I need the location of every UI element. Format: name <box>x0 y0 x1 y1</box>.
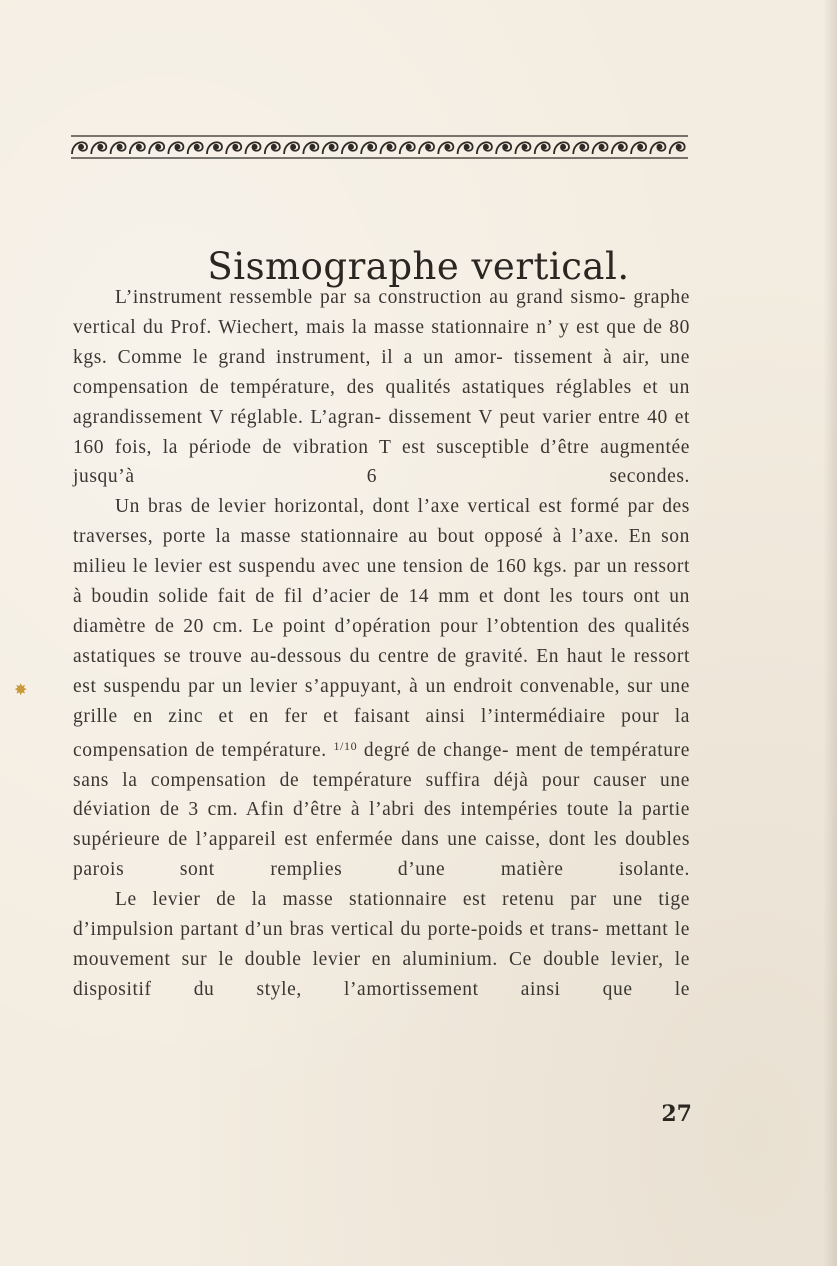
text-line: ment de température sans la compensation de température suffira <box>73 739 690 791</box>
text-line: est que de 80 kgs. Comme le grand instrument, il a un amor- <box>73 316 690 368</box>
paragraph-1 <box>73 283 690 492</box>
text-line: est suspendu par un levier s’appuyant, à un endroit convenable, <box>73 675 621 697</box>
text-line: déjà pour causer une déviation de 3 cm. Afin d’être à l’abri <box>73 769 690 821</box>
text-line: trouve au-dessous du centre de gravité. En haut le ressort <box>189 645 690 667</box>
paragraph-2 <box>73 492 690 885</box>
paragraph-3 <box>73 885 690 1005</box>
text-line: dissement V peut varier entre 40 et 160 fois, la période de <box>73 406 690 458</box>
text-line: vibration T est susceptible d’être augmentée jusqu’à 6 secondes. <box>73 436 690 488</box>
body-text <box>73 283 690 1005</box>
text-line: de 160 kgs. par un ressort à boudin solide fait de fil d’acier <box>73 556 690 608</box>
text-line: par des traverses, porte la masse stationnaire au bout opposé à <box>73 496 690 548</box>
text-line: des intempéries toute la partie supérieure de l’appareil est <box>73 799 691 851</box>
page-edge-shadow <box>823 0 837 1266</box>
text-line: L’instrument ressemble par sa construction au grand sismo- <box>115 287 627 308</box>
text-line: Le levier de la masse stationnaire est retenu par une tige <box>115 889 690 911</box>
text-line: d’impulsion partant d’un bras vertical du porte-poids et trans- <box>73 919 600 941</box>
text-line: tissement à air, une compensation de température, des qualités <box>73 346 690 398</box>
text-line: Un bras de levier horizontal, dont l’axe vertical est formé <box>115 496 620 518</box>
page-title: Sismographe vertical. <box>207 244 630 288</box>
text-line: mettant le mouvement sur le double levier en aluminium. Ce <box>73 919 690 970</box>
page-number: 27 <box>661 1101 692 1127</box>
ink-stain-mark: ✸ <box>14 680 28 699</box>
text-line: de 14 mm et dont les tours ont un diamètre de 20 cm. Le <box>73 586 690 637</box>
fraction-one-tenth: 1/10 <box>333 738 358 753</box>
text-line: graphe vertical du Prof. Wiechert, mais la masse stationnaire n’ y <box>73 287 690 338</box>
text-line: enfermée dans une caisse, dont les doubles parois sont remplies <box>73 829 691 881</box>
text-line: double levier, le dispositif du style, l’amortissement ainsi que le <box>73 948 690 1000</box>
decorative-border-ornament <box>71 133 688 161</box>
text-line: point d’opération pour l’obtention des qualités astatiques se <box>73 615 690 667</box>
text-line: astatiques réglables et un agrandissement V réglable. L’agran- <box>73 376 690 428</box>
text-line: pour la compensation de température. $^{1/10}$ degré de change- <box>73 705 690 761</box>
text-line: d’une matière isolante. <box>397 859 690 881</box>
text-line: sur une grille en zinc et en fer et faisant ainsi l’intermédiaire <box>73 675 690 727</box>
text-line: l’axe. En son milieu le levier est suspendu avec une tension <box>73 526 690 578</box>
